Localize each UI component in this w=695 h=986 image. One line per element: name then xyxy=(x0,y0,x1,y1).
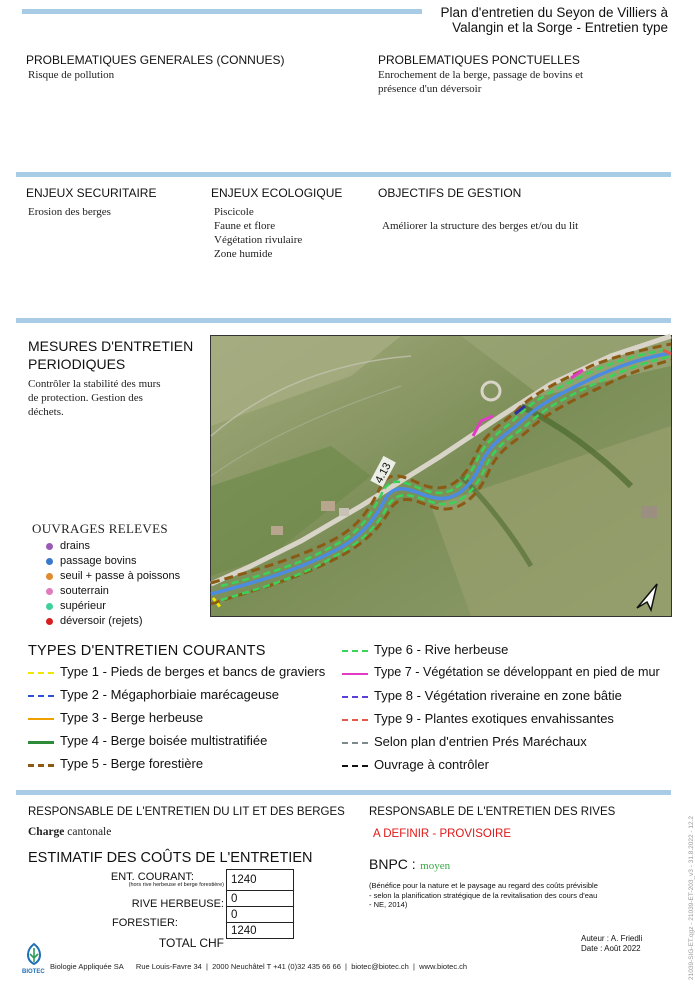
courant-note: (hors rive herbeuse et berge forestière) xyxy=(128,882,224,888)
author-date: Date : Août 2022 xyxy=(581,944,641,953)
bnpc xyxy=(369,856,450,874)
biotec-logo xyxy=(22,942,46,975)
specific-problems-line2: présence d'un déversoir xyxy=(378,83,482,95)
footer-address: Biologie Appliquée SA Rue Louis-Favre 34 | 2000 Neuchâtel T +41 (0)32 435 66 66 | biotec@biotec.ch | www.biotec.ch xyxy=(50,962,468,971)
page-title-line2: Valangin et la Sorge - Entretien type xyxy=(452,20,668,35)
type8-label: Type 8 - Végétation riveraine en zone bâtie xyxy=(374,688,622,703)
side-reference: 21039-SIG-ET.qgz - 21039-ET-203_v3 - 31.8.2022 - 12.2 xyxy=(688,815,695,980)
section-label: 4.13 xyxy=(373,460,394,486)
ouvrage-item-superieur xyxy=(46,600,106,612)
footer-phone: T +41 (0)32 435 66 66 xyxy=(266,962,341,971)
measures-text-line1: Contrôler la stabilité des murs xyxy=(28,378,161,390)
type4-line-icon xyxy=(28,741,54,744)
page-title-line1: Plan d'entretien du Seyon de Villiers à xyxy=(440,5,668,20)
souterrain-dot-icon xyxy=(46,588,53,595)
bnpc-note xyxy=(369,881,598,910)
type7-line-icon xyxy=(342,673,368,675)
courant-label xyxy=(60,871,224,888)
type6-line-icon xyxy=(342,650,368,652)
type6-label: Type 6 - Rive herbeuse xyxy=(374,642,509,657)
type8-line-icon xyxy=(342,696,368,698)
ouvrage-item-drains xyxy=(46,540,90,552)
author-name: Auteur : A. Friedli xyxy=(581,934,643,943)
building xyxy=(641,506,657,518)
objectives-text: Améliorer la structure des berges et/ou du lit xyxy=(382,220,579,232)
rives-responsible-value: A DEFINIR - PROVISOIRE xyxy=(373,828,512,840)
type5-label: Type 5 - Berge forestière xyxy=(60,756,204,771)
specific-problems-text xyxy=(378,68,583,96)
forestier-value: 0 xyxy=(227,907,294,923)
measures-text xyxy=(28,377,161,419)
building xyxy=(339,508,349,516)
security-text: Erosion des berges xyxy=(28,206,111,218)
ouvrage-label: drains xyxy=(60,540,90,552)
ecology-item: Faune et flore xyxy=(214,220,276,232)
ecology-item: Végétation rivulaire xyxy=(214,234,303,246)
type3-label: Type 3 - Berge herbeuse xyxy=(60,710,204,725)
ouvrage-label: déversoir (rejets) xyxy=(60,615,143,627)
ouvrage-label: supérieur xyxy=(60,600,106,612)
measures-text-line2: de protection. Gestion des xyxy=(28,392,143,404)
bnpc-value: moyen xyxy=(420,860,451,872)
ecology-title: ENJEUX ECOLOGIQUE xyxy=(211,186,343,200)
type7-label: Type 7 - Végétation se développant en pied de mur xyxy=(374,665,660,679)
forestier-label: FORESTIER: xyxy=(111,917,178,929)
deversoir-dot-icon xyxy=(46,618,53,625)
type9-label: Type 9 - Plantes exotiques envahissantes xyxy=(374,711,614,726)
author-block xyxy=(581,934,642,954)
types-title: TYPES D'ENTRETIEN COURANTS xyxy=(28,643,266,659)
divider-3 xyxy=(16,318,671,323)
footer-website[interactable]: www.biotec.ch xyxy=(419,962,468,971)
specific-problems-line1: Enrochement de la berge, passage de bovins et xyxy=(378,69,584,81)
type5-line-icon xyxy=(28,764,54,767)
ouvrage-label: passage bovins xyxy=(60,555,137,567)
ecology-item: Zone humide xyxy=(214,248,273,260)
footer-email[interactable]: biotec@biotec.ch xyxy=(351,962,409,971)
ouvrage-controler-line-icon xyxy=(342,765,368,767)
type2-line-icon xyxy=(28,695,54,697)
pres-marechaux-label: Selon plan d'entrien Prés Maréchaux xyxy=(374,734,587,749)
rives-responsible-title: RESPONSABLE DE L'ENTRETIEN DES RIVES xyxy=(369,806,616,818)
biotec-logo-text: BIOTEC xyxy=(22,969,45,975)
rive-value: 0 xyxy=(227,891,294,907)
superieur-dot-icon xyxy=(46,603,53,610)
ouvrage-item-deversoir xyxy=(46,615,143,627)
seuil-dot-icon xyxy=(46,573,53,580)
ouvrage-label: seuil + passe à poissons xyxy=(60,570,181,582)
objectives-title: OBJECTIFS DE GESTION xyxy=(378,186,522,200)
building xyxy=(271,526,283,535)
total-value: 1240 xyxy=(227,923,294,939)
costs-title: ESTIMATIF DES COÛTS DE L'ENTRETIEN xyxy=(28,850,313,866)
type2-label: Type 2 - Mégaphorbiaie marécageuse xyxy=(60,687,279,702)
type1-label: Type 1 - Pieds de berges et bancs de graviers xyxy=(60,664,326,679)
footer-company: Biologie Appliquée SA xyxy=(50,962,124,971)
measures-title xyxy=(28,337,193,373)
map-svg xyxy=(211,336,671,616)
building xyxy=(321,501,335,511)
ouvrage-item-seuil xyxy=(46,570,180,582)
top-divider xyxy=(22,9,422,14)
type9-line-icon xyxy=(342,719,368,721)
divider-4 xyxy=(16,790,671,795)
measures-title-line2: PERIODIQUES xyxy=(28,356,126,372)
type1-line-icon xyxy=(28,672,54,674)
courant-label-text: ENT. COURANT: xyxy=(110,871,194,883)
measures-text-line3: déchets. xyxy=(28,406,64,418)
drains-dot-icon xyxy=(46,543,53,550)
aerial-map[interactable] xyxy=(210,335,672,617)
charge-label: Charge xyxy=(28,826,65,838)
rive-label: RIVE HERBEUSE: xyxy=(131,898,224,910)
passage-bovins-dot-icon xyxy=(46,558,53,565)
lit-responsible-value xyxy=(28,825,111,839)
ouvrage-item-souterrain xyxy=(46,585,109,597)
ecology-list xyxy=(214,205,302,261)
ouvrages-title: OUVRAGES RELEVES xyxy=(32,521,168,536)
bnpc-note-line2: - selon la planification stratégique de la revitalisation des cours d'eau xyxy=(369,890,598,900)
footer-street: Rue Louis-Favre 34 xyxy=(135,962,202,971)
total-label: TOTAL CHF xyxy=(158,936,224,950)
ouvrage-item-passage-bovins xyxy=(46,555,136,567)
bnpc-label: BNPC : xyxy=(369,856,416,872)
lit-responsible-title: RESPONSABLE DE L'ENTRETIEN DU LIT ET DES BERGES xyxy=(28,806,345,818)
security-title: ENJEUX SECURITAIRE xyxy=(26,186,157,200)
bnpc-note-line1: (Bénéfice pour la nature et le paysage au regard des coûts prévisible xyxy=(369,881,598,890)
ouvrage-label: souterrain xyxy=(60,585,109,597)
charge-value: cantonale xyxy=(67,826,112,838)
courant-value: 1240 xyxy=(227,870,294,891)
measures-title-line1: MESURES D'ENTRETIEN xyxy=(28,338,194,354)
type3-line-icon xyxy=(28,718,54,720)
pres-marechaux-line-icon xyxy=(342,742,368,744)
costs-table xyxy=(226,869,294,939)
ouvrage-controler-label: Ouvrage à contrôler xyxy=(374,757,489,772)
biotec-logo-icon xyxy=(22,942,46,966)
page-title xyxy=(408,5,668,35)
bnpc-note-line3: - NE, 2014) xyxy=(369,900,408,909)
general-problems-text: Risque de pollution xyxy=(28,69,115,81)
type4-label: Type 4 - Berge boisée multistratifiée xyxy=(60,733,268,748)
general-problems-title: PROBLEMATIQUES GENERALES (CONNUES) xyxy=(26,53,285,67)
divider-2 xyxy=(16,172,671,177)
footer-city: 2000 Neuchâtel xyxy=(212,962,265,971)
specific-problems-title: PROBLEMATIQUES PONCTUELLES xyxy=(378,53,580,67)
ecology-item: Piscicole xyxy=(214,206,254,218)
